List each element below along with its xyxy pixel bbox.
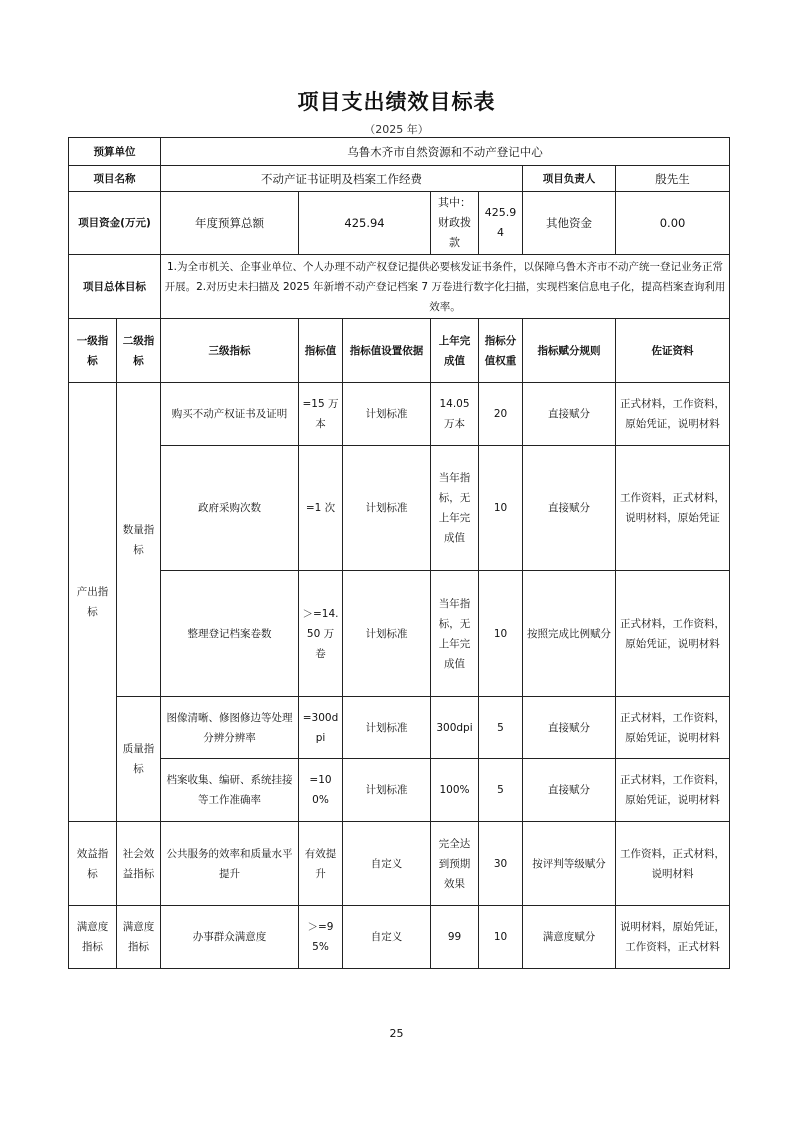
row-rule: 满意度赋分 [523, 906, 616, 969]
row-value: =300dpi [299, 697, 343, 759]
page-number: 25 [389, 1027, 404, 1040]
table-row [69, 759, 730, 822]
goal-label: 项目总体目标 [69, 255, 161, 319]
row-value: ＞=14.50 万卷 [299, 571, 343, 697]
row-last: 完全达到预期效果 [431, 822, 479, 906]
row-weight: 5 [479, 759, 523, 822]
budget-unit-row [69, 138, 730, 166]
group-quality: 质量指标 [117, 697, 161, 822]
goal-text: 1.为全市机关、企事业单位、个人办理不动产权登记提供必要核发证书条件，以保障乌鲁木齐市不动产统一登记业务正常开展。2.对历史未扫描及 2025 年新增不动产登记档案 7 万卷进行数字化扫描，实现档案信息电子化，提高档案查询利用效率。 [161, 255, 730, 319]
header-value: 指标值 [299, 319, 343, 383]
header-rule: 指标赋分规则 [523, 319, 616, 383]
group-satisfaction: 满意度指标 [69, 906, 117, 969]
project-name-value: 不动产证书证明及档案工作经费 [161, 166, 523, 192]
row-basis: 自定义 [343, 906, 431, 969]
goal-row [69, 255, 730, 319]
row-last: 14.05 万本 [431, 383, 479, 446]
header-weight: 指标分值权重 [479, 319, 523, 383]
row-weight: 10 [479, 906, 523, 969]
other-funds-value: 0.00 [616, 192, 730, 255]
row-weight: 20 [479, 383, 523, 446]
header-row [69, 319, 730, 383]
header-last-year: 上年完成值 [431, 319, 479, 383]
row-value: =15 万本 [299, 383, 343, 446]
page-title: 项目支出绩效目标表 [297, 90, 496, 114]
row-third: 公共服务的效率和质量水平提升 [161, 822, 299, 906]
row-last: 100% [431, 759, 479, 822]
row-basis: 计划标准 [343, 697, 431, 759]
row-evidence: 正式材料，工作资料，原始凭证，说明材料 [616, 571, 730, 697]
header-level1: 一级指标 [69, 319, 117, 383]
row-basis: 计划标准 [343, 446, 431, 571]
group-satisfaction-level2: 满意度指标 [117, 906, 161, 969]
row-rule: 直接赋分 [523, 759, 616, 822]
row-value: ＞=95% [299, 906, 343, 969]
annual-budget-value: 425.94 [299, 192, 431, 255]
budget-unit-value: 乌鲁木齐市自然资源和不动产登记中心 [161, 138, 730, 166]
project-owner-value: 殷先生 [616, 166, 730, 192]
row-value: =100% [299, 759, 343, 822]
table-row [69, 571, 730, 697]
group-benefit: 效益指标 [69, 822, 117, 906]
row-third: 购买不动产权证书及证明 [161, 383, 299, 446]
header-evidence: 佐证资料 [616, 319, 730, 383]
row-last: 当年指标，无上年完成值 [431, 571, 479, 697]
fiscal-funds-label: 其中：财政拨款 [431, 192, 479, 255]
table-row [69, 446, 730, 571]
table-row [69, 383, 730, 446]
row-evidence: 正式材料，工作资料，原始凭证，说明材料 [616, 759, 730, 822]
header-level3: 三级指标 [161, 319, 299, 383]
group-social: 社会效益指标 [117, 822, 161, 906]
row-evidence: 说明材料，原始凭证，工作资料，正式材料 [616, 906, 730, 969]
funds-row [69, 192, 730, 255]
annual-budget-label: 年度预算总额 [161, 192, 299, 255]
row-rule: 按照完成比例赋分 [523, 571, 616, 697]
row-basis: 计划标准 [343, 383, 431, 446]
header-level2: 二级指标 [117, 319, 161, 383]
project-owner-label: 项目负责人 [523, 166, 616, 192]
row-third: 整理登记档案卷数 [161, 571, 299, 697]
year-label: （2025 年） [364, 123, 429, 136]
row-third: 政府采购次数 [161, 446, 299, 571]
other-funds-label: 其他资金 [523, 192, 616, 255]
row-weight: 10 [479, 446, 523, 571]
row-rule: 直接赋分 [523, 446, 616, 571]
table-row [69, 906, 730, 969]
row-weight: 30 [479, 822, 523, 906]
row-rule: 直接赋分 [523, 697, 616, 759]
table-row [69, 697, 730, 759]
funds-label: 项目资金(万元) [69, 192, 161, 255]
project-name-row [69, 166, 730, 192]
row-weight: 10 [479, 571, 523, 697]
fiscal-funds-value: 425.94 [479, 192, 523, 255]
group-quantity: 数量指标 [117, 383, 161, 697]
row-evidence: 正式材料，工作资料，原始凭证，说明材料 [616, 383, 730, 446]
row-evidence: 正式材料，工作资料，原始凭证，说明材料 [616, 697, 730, 759]
row-last: 300dpi [431, 697, 479, 759]
project-name-label: 项目名称 [69, 166, 161, 192]
row-basis: 自定义 [343, 822, 431, 906]
performance-target-table [68, 137, 730, 969]
row-rule: 直接赋分 [523, 383, 616, 446]
table-row [69, 822, 730, 906]
row-third: 办事群众满意度 [161, 906, 299, 969]
row-evidence: 工作资料，正式材料，说明材料，原始凭证 [616, 446, 730, 571]
row-last: 当年指标，无上年完成值 [431, 446, 479, 571]
row-third: 档案收集、编研、系统挂接等工作准确率 [161, 759, 299, 822]
row-last: 99 [431, 906, 479, 969]
row-rule: 按评判等级赋分 [523, 822, 616, 906]
row-weight: 5 [479, 697, 523, 759]
header-basis: 指标值设置依据 [343, 319, 431, 383]
row-evidence: 工作资料，正式材料，说明材料 [616, 822, 730, 906]
row-basis: 计划标准 [343, 759, 431, 822]
row-basis: 计划标准 [343, 571, 431, 697]
row-third: 图像清晰、修图修边等处理分辨分辨率 [161, 697, 299, 759]
group-output: 产出指标 [69, 383, 117, 822]
row-value: =1 次 [299, 446, 343, 571]
row-value: 有效提升 [299, 822, 343, 906]
budget-unit-label: 预算单位 [69, 138, 161, 166]
